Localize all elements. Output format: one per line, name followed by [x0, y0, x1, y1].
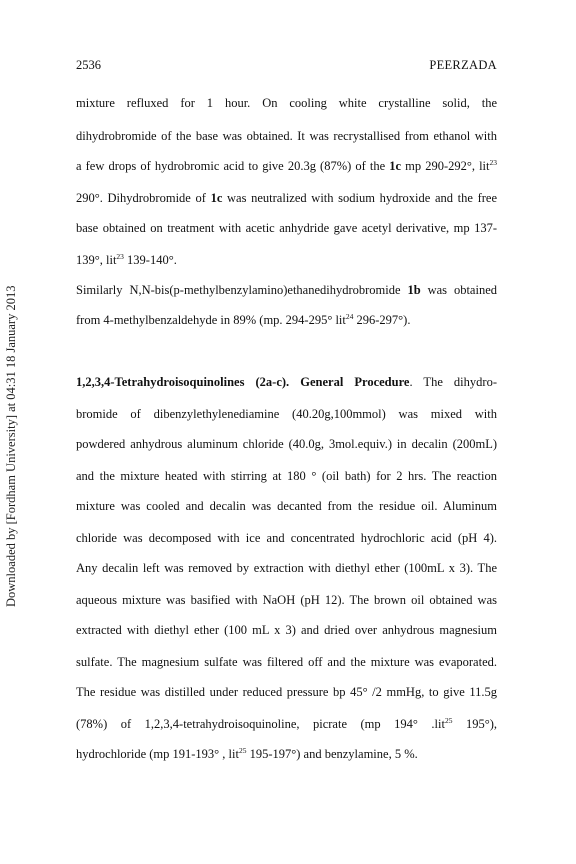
text-line: a few drops of hydrobromic acid to give 20.3g (87%) of the 1c mp 290-292°, lit$^{23}$	[76, 158, 497, 173]
text-line: mixture refluxed for 1 hour. On cooling white crystalline solid, the	[76, 96, 497, 110]
text-line: aqueous mixture was basified with NaOH (pH 12). The brown oil obtained was	[76, 593, 497, 607]
text-line: powdered anhydrous aluminum chloride (40.0g, 3mol.equiv.) in decalin (200mL)	[76, 437, 497, 451]
text-line: bromide of dibenzylethylenediamine (40.20g,100mmol) was mixed with	[76, 407, 497, 421]
section-heading-line: 1,2,3,4-Tetrahydroisoquinolines (2a-c). General Procedure. The dihydro-	[76, 375, 497, 389]
text-line: and the mixture heated with stirring at 180 ° (oil bath) for 2 hrs. The reaction	[76, 469, 497, 483]
text-line: mixture was cooled and decalin was decanted from the residue oil. Aluminum	[76, 499, 497, 513]
text-line: Similarly N,N-bis(p-methylbenzylamino)ethanedihydrobromide 1b was obtained	[76, 283, 498, 297]
running-head-author: PEERZADA	[429, 58, 497, 72]
text-line: chloride was decomposed with ice and concentrated hydrochloric acid (pH 4).	[76, 531, 497, 545]
text-line: dihydrobromide of the base was obtained. It was recrystallised from ethanol with	[76, 129, 497, 143]
text-line: 139°, lit$^{23}$ 139-140°.	[76, 252, 177, 267]
text-line: Any decalin left was removed by extraction with diethyl ether (100mL x 3). The	[76, 561, 497, 575]
text-line: (78%) of 1,2,3,4-tetrahydroisoquinoline, picrate (mp 194° .lit$^{25}$ 195°),	[76, 716, 497, 731]
text-line: The residue was distilled under reduced pressure bp 45° /2 mmHg, to give 11.5g	[76, 685, 497, 699]
page-header	[76, 58, 497, 74]
text-line: extracted with diethyl ether (100 mL x 3) and dried over anhydrous magnesium	[76, 623, 497, 637]
text-line: base obtained on treatment with acetic anhydride gave acetyl derivative, mp 137-	[76, 221, 497, 235]
page-number: 2536	[76, 58, 101, 72]
text-line: sulfate. The magnesium sulfate was filtered off and the mixture was evaporated.	[76, 655, 497, 669]
download-watermark: Downloaded by [Fordham University] at 04:31 18 January 2013	[4, 285, 18, 607]
text-line: 290°. Dihydrobromide of 1c was neutralized with sodium hydroxide and the free	[76, 191, 498, 205]
text-line: hydrochloride (mp 191-193° , lit$^{25}$ 195-197°) and benzylamine, 5 %.	[76, 746, 418, 761]
text-line: from 4-methylbenzaldehyde in 89% (mp. 294-295° lit$^{24}$ 296-297°).	[76, 312, 411, 327]
